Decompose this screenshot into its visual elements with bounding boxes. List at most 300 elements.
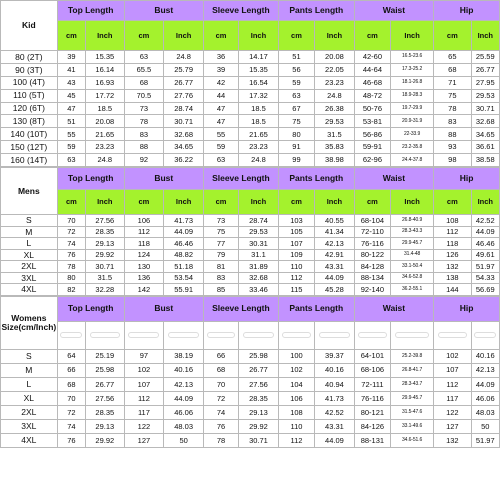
measurement-cell: 102 <box>278 363 314 377</box>
size-label: 100 (4T) <box>1 76 58 89</box>
measurement-cell: 127 <box>124 434 164 448</box>
measurement-cell: 72 <box>57 405 85 419</box>
measurement-cell: 46.06 <box>164 405 204 419</box>
measurement-cell: 39 <box>57 51 85 64</box>
measurement-cell: 40.16 <box>315 363 355 377</box>
measurement-cell: 31.5 <box>86 272 125 284</box>
womens-size-table <box>0 296 500 449</box>
unit-placeholder <box>239 321 279 349</box>
measurement-cell: 23.2-35.8 <box>391 141 434 154</box>
measurement-cell: 48.03 <box>164 419 204 433</box>
measurement-cell: 66 <box>57 363 85 377</box>
measurement-cell: 16.14 <box>86 63 125 76</box>
measurement-cell: 79 <box>203 249 238 261</box>
table-row <box>1 154 500 167</box>
measurement-cell: 74 <box>57 238 85 250</box>
measurement-cell: 68-104 <box>354 215 390 227</box>
womens-header-row <box>1 296 500 321</box>
measurement-cell: 29.9-45.7 <box>391 391 434 405</box>
measurement-cell: 118 <box>124 238 164 250</box>
measurement-cell: 42.52 <box>471 215 499 227</box>
unit-placeholder <box>86 321 125 349</box>
measurement-cell: 75 <box>278 115 314 128</box>
measurement-cell: 38.98 <box>315 154 355 167</box>
measurement-cell: 15.35 <box>86 51 125 64</box>
measurement-cell: 44.09 <box>471 377 499 391</box>
measurement-cell: 142 <box>124 284 164 296</box>
measurement-cell: 144 <box>434 284 471 296</box>
measurement-cell: 71 <box>434 76 471 89</box>
measurement-cell: 50-76 <box>354 102 390 115</box>
measurement-cell: 80-122 <box>354 249 390 261</box>
measurement-cell: 46.46 <box>471 238 499 250</box>
measurement-cell: 29.92 <box>239 419 279 433</box>
measurement-cell: 40.55 <box>315 215 355 227</box>
measurement-cell: 48.82 <box>164 249 204 261</box>
measurement-cell: 81 <box>203 261 238 273</box>
unit-pill <box>243 332 274 338</box>
measurement-cell: 84-126 <box>354 419 390 433</box>
column-header: Waist <box>354 296 433 321</box>
measurement-cell: 40.94 <box>315 377 355 391</box>
measurement-cell: 72-110 <box>354 226 390 238</box>
measurement-cell: 118 <box>434 238 471 250</box>
column-header: Bust <box>124 1 203 21</box>
measurement-cell: 42.91 <box>315 249 355 261</box>
unit-header: Inch <box>391 21 434 51</box>
size-label: M <box>1 226 58 238</box>
measurement-cell: 107 <box>434 363 471 377</box>
measurement-cell: 82 <box>57 284 85 296</box>
measurement-cell: 80 <box>278 128 314 141</box>
measurement-cell: 122 <box>434 405 471 419</box>
measurement-cell: 26.8-40.9 <box>391 215 434 227</box>
unit-pill <box>207 332 234 338</box>
measurement-cell: 64-101 <box>354 349 390 363</box>
measurement-cell: 17.32 <box>239 89 279 102</box>
unit-header: Inch <box>239 190 279 215</box>
table-row <box>1 249 500 261</box>
table-row <box>1 261 500 273</box>
size-label: XL <box>1 249 58 261</box>
column-header: Waist <box>354 1 433 21</box>
unit-pill <box>282 332 310 338</box>
measurement-cell: 80-121 <box>354 405 390 419</box>
measurement-cell: 28.35 <box>86 226 125 238</box>
measurement-cell: 55 <box>203 128 238 141</box>
measurement-cell: 78 <box>434 102 471 115</box>
measurement-cell: 51 <box>278 51 314 64</box>
column-header: Sleeve Length <box>203 296 278 321</box>
measurement-cell: 38.19 <box>164 349 204 363</box>
measurement-cell: 28.35 <box>239 391 279 405</box>
unit-pill <box>358 332 386 338</box>
size-label: 4XL <box>1 284 58 296</box>
column-header: Pants Length <box>278 168 354 190</box>
size-label: 3XL <box>1 419 58 433</box>
measurement-cell: 22-33.9 <box>391 128 434 141</box>
measurement-cell: 24.8 <box>239 154 279 167</box>
measurement-cell: 42 <box>203 76 238 89</box>
measurement-cell: 44.09 <box>315 272 355 284</box>
measurement-cell: 29.13 <box>239 405 279 419</box>
measurement-cell: 30.71 <box>164 115 204 128</box>
measurement-cell: 47 <box>57 102 85 115</box>
measurement-cell: 117 <box>434 391 471 405</box>
measurement-cell: 56 <box>278 63 314 76</box>
measurement-cell: 29.9-45.7 <box>391 238 434 250</box>
measurement-cell: 51.18 <box>164 261 204 273</box>
measurement-cell: 53.54 <box>164 272 204 284</box>
measurement-cell: 27.95 <box>471 76 499 89</box>
column-header: Top Length <box>57 296 124 321</box>
measurement-cell: 56.69 <box>471 284 499 296</box>
measurement-cell: 46-68 <box>354 76 390 89</box>
measurement-cell: 23.23 <box>86 141 125 154</box>
measurement-cell: 28.3-43.3 <box>391 226 434 238</box>
section-label-line: Kid <box>21 20 36 31</box>
size-label: 2XL <box>1 261 58 273</box>
size-label: 90 (3T) <box>1 63 58 76</box>
unit-placeholder <box>278 321 314 349</box>
mens-section-label <box>1 168 58 215</box>
measurement-cell: 25.98 <box>86 363 125 377</box>
measurement-cell: 59-91 <box>354 141 390 154</box>
measurement-cell: 83 <box>434 115 471 128</box>
measurement-cell: 83 <box>203 272 238 284</box>
measurement-cell: 63 <box>57 154 85 167</box>
kid-size-table <box>0 0 500 167</box>
measurement-cell: 73 <box>124 102 164 115</box>
kid-unit-row <box>1 21 500 51</box>
measurement-cell: 76 <box>203 419 238 433</box>
measurement-cell: 76-116 <box>354 391 390 405</box>
unit-header: Inch <box>164 190 204 215</box>
measurement-cell: 29.92 <box>86 434 125 448</box>
unit-header: Inch <box>86 190 125 215</box>
measurement-cell: 132 <box>434 261 471 273</box>
size-label: L <box>1 377 58 391</box>
measurement-cell: 44.09 <box>471 226 499 238</box>
measurement-cell: 39 <box>203 63 238 76</box>
measurement-cell: 42.13 <box>164 377 204 391</box>
size-label: S <box>1 215 58 227</box>
size-label: 110 (5T) <box>1 89 58 102</box>
measurement-cell: 112 <box>278 272 314 284</box>
measurement-cell: 40.16 <box>164 363 204 377</box>
measurement-cell: 106 <box>124 215 164 227</box>
measurement-cell: 108 <box>434 215 471 227</box>
table-row <box>1 284 500 296</box>
measurement-cell: 122 <box>124 419 164 433</box>
measurement-cell: 112 <box>278 434 314 448</box>
column-header: Bust <box>124 168 203 190</box>
table-row <box>1 349 500 363</box>
measurement-cell: 25.79 <box>164 63 204 76</box>
measurement-cell: 33.1-50.4 <box>391 261 434 273</box>
measurement-cell: 16.93 <box>86 76 125 89</box>
measurement-cell: 92-140 <box>354 284 390 296</box>
measurement-cell: 41.34 <box>315 226 355 238</box>
measurement-cell: 68 <box>124 76 164 89</box>
table-row <box>1 377 500 391</box>
measurement-cell: 77 <box>203 238 238 250</box>
unit-header: cm <box>124 21 164 51</box>
measurement-cell: 45.28 <box>315 284 355 296</box>
measurement-cell: 136 <box>124 272 164 284</box>
column-header: Top Length <box>57 1 124 21</box>
measurement-cell: 31.5 <box>315 128 355 141</box>
measurement-cell: 41.73 <box>315 391 355 405</box>
measurement-cell: 26.38 <box>315 102 355 115</box>
measurement-cell: 48.03 <box>471 405 499 419</box>
measurement-cell: 24.4-37.8 <box>391 154 434 167</box>
mens-size-table <box>0 167 500 296</box>
measurement-cell: 62-96 <box>354 154 390 167</box>
measurement-cell: 30.71 <box>239 434 279 448</box>
measurement-cell: 117 <box>124 405 164 419</box>
measurement-cell: 32.68 <box>164 128 204 141</box>
table-row <box>1 63 500 76</box>
measurement-cell: 50 <box>471 419 499 433</box>
measurement-cell: 78 <box>124 115 164 128</box>
measurement-cell: 40.16 <box>471 349 499 363</box>
measurement-cell: 105 <box>278 226 314 238</box>
column-header: Top Length <box>57 168 124 190</box>
measurement-cell: 38.58 <box>471 154 499 167</box>
unit-pill <box>128 332 159 338</box>
unit-pill <box>60 332 82 338</box>
measurement-cell: 132 <box>434 434 471 448</box>
table-row <box>1 238 500 250</box>
measurement-cell: 16.54 <box>239 76 279 89</box>
measurement-cell: 63 <box>124 51 164 64</box>
measurement-cell: 31.4-48 <box>391 249 434 261</box>
measurement-cell: 34.6-51.6 <box>391 434 434 448</box>
measurement-cell: 44-64 <box>354 63 390 76</box>
measurement-cell: 78 <box>57 261 85 273</box>
measurement-cell: 74 <box>203 405 238 419</box>
measurement-cell: 44.09 <box>164 391 204 405</box>
measurement-cell: 18.5 <box>86 102 125 115</box>
size-label: 140 (10T) <box>1 128 58 141</box>
column-header: Waist <box>354 168 433 190</box>
unit-header: Inch <box>315 21 355 51</box>
measurement-cell: 59 <box>57 141 85 154</box>
measurement-cell: 99 <box>278 154 314 167</box>
unit-placeholder <box>315 321 355 349</box>
measurement-cell: 29.53 <box>315 115 355 128</box>
measurement-cell: 20.08 <box>315 51 355 64</box>
measurement-cell: 25.2-39.8 <box>391 349 434 363</box>
unit-placeholder <box>164 321 204 349</box>
measurement-cell: 70 <box>203 377 238 391</box>
measurement-cell: 36.2-55.1 <box>391 284 434 296</box>
unit-header: cm <box>278 190 314 215</box>
column-header: Sleeve Length <box>203 1 278 21</box>
measurement-cell: 51 <box>57 115 85 128</box>
unit-pill <box>168 332 199 338</box>
size-label: L <box>1 238 58 250</box>
measurement-cell: 34.65 <box>471 128 499 141</box>
table-row <box>1 141 500 154</box>
measurement-cell: 109 <box>278 249 314 261</box>
unit-header: Inch <box>239 21 279 51</box>
measurement-cell: 41.73 <box>164 215 204 227</box>
measurement-cell: 124 <box>124 249 164 261</box>
measurement-cell: 35.83 <box>315 141 355 154</box>
table-row <box>1 89 500 102</box>
measurement-cell: 130 <box>124 261 164 273</box>
section-label-line: Mens <box>17 185 40 196</box>
measurement-cell: 70 <box>57 215 85 227</box>
measurement-cell: 110 <box>278 419 314 433</box>
measurement-cell: 25.59 <box>471 51 499 64</box>
measurement-cell: 32.68 <box>471 115 499 128</box>
measurement-cell: 73 <box>203 215 238 227</box>
column-header: Hip <box>434 168 500 190</box>
kid-header-row <box>1 1 500 21</box>
unit-pill <box>438 332 467 338</box>
size-label: 160 (14T) <box>1 154 58 167</box>
size-label: 4XL <box>1 434 58 448</box>
column-header: Sleeve Length <box>203 168 278 190</box>
measurement-cell: 39.37 <box>315 349 355 363</box>
table-row <box>1 226 500 238</box>
unit-placeholder <box>203 321 238 349</box>
measurement-cell: 24.8 <box>86 154 125 167</box>
measurement-cell: 28.35 <box>86 405 125 419</box>
unit-header: Inch <box>86 21 125 51</box>
size-label: 3XL <box>1 272 58 284</box>
measurement-cell: 43 <box>57 76 85 89</box>
measurement-cell: 66 <box>203 349 238 363</box>
measurement-cell: 84-128 <box>354 261 390 273</box>
table-row <box>1 434 500 448</box>
table-row <box>1 215 500 227</box>
measurement-cell: 75 <box>434 89 471 102</box>
measurement-cell: 65.5 <box>124 63 164 76</box>
measurement-cell: 44 <box>203 89 238 102</box>
measurement-cell: 92 <box>124 154 164 167</box>
measurement-cell: 127 <box>434 419 471 433</box>
measurement-cell: 112 <box>124 391 164 405</box>
measurement-cell: 63 <box>203 154 238 167</box>
unit-header: cm <box>354 21 390 51</box>
size-label: S <box>1 349 58 363</box>
measurement-cell: 47 <box>203 102 238 115</box>
measurement-cell: 26.77 <box>86 377 125 391</box>
measurement-cell: 75 <box>203 226 238 238</box>
unit-placeholder <box>124 321 164 349</box>
measurement-cell: 48-72 <box>354 89 390 102</box>
measurement-cell: 102 <box>434 349 471 363</box>
measurement-cell: 47 <box>203 115 238 128</box>
measurement-cell: 29.53 <box>471 89 499 102</box>
size-label: 120 (6T) <box>1 102 58 115</box>
measurement-cell: 17.3-25.2 <box>391 63 434 76</box>
measurement-cell: 46.46 <box>164 238 204 250</box>
measurement-cell: 93 <box>434 141 471 154</box>
measurement-cell: 68 <box>434 63 471 76</box>
unit-header: cm <box>203 21 238 51</box>
measurement-cell: 33.46 <box>239 284 279 296</box>
measurement-cell: 112 <box>434 377 471 391</box>
unit-placeholder <box>434 321 471 349</box>
table-row <box>1 391 500 405</box>
measurement-cell: 26.77 <box>164 76 204 89</box>
unit-header: Inch <box>391 190 434 215</box>
measurement-cell: 21.65 <box>239 128 279 141</box>
table-row <box>1 405 500 419</box>
measurement-cell: 59 <box>278 76 314 89</box>
measurement-cell: 107 <box>124 377 164 391</box>
measurement-cell: 97 <box>124 349 164 363</box>
measurement-cell: 27.56 <box>86 215 125 227</box>
measurement-cell: 76-116 <box>354 238 390 250</box>
unit-pill <box>90 332 120 338</box>
unit-pill <box>319 332 350 338</box>
measurement-cell: 28.3-43.7 <box>391 377 434 391</box>
measurement-cell: 32.68 <box>239 272 279 284</box>
measurement-cell: 103 <box>278 215 314 227</box>
measurement-cell: 29.92 <box>86 249 125 261</box>
unit-placeholder <box>354 321 390 349</box>
measurement-cell: 28.74 <box>239 215 279 227</box>
table-row <box>1 51 500 64</box>
measurement-cell: 16.5-23.6 <box>391 51 434 64</box>
unit-header: Inch <box>471 21 499 51</box>
measurement-cell: 27.56 <box>86 391 125 405</box>
measurement-cell: 26.77 <box>471 63 499 76</box>
unit-header: cm <box>203 190 238 215</box>
measurement-cell: 126 <box>434 249 471 261</box>
measurement-cell: 78 <box>203 434 238 448</box>
measurement-cell: 51.97 <box>471 434 499 448</box>
measurement-cell: 68-106 <box>354 363 390 377</box>
measurement-cell: 36 <box>203 51 238 64</box>
unit-header: cm <box>57 21 85 51</box>
unit-header: cm <box>354 190 390 215</box>
measurement-cell: 102 <box>124 363 164 377</box>
measurement-cell: 17.72 <box>86 89 125 102</box>
table-row <box>1 363 500 377</box>
womens-section-label <box>1 296 58 349</box>
measurement-cell: 25.19 <box>86 349 125 363</box>
measurement-cell: 25.98 <box>239 349 279 363</box>
unit-header: Inch <box>164 21 204 51</box>
measurement-cell: 70.5 <box>124 89 164 102</box>
column-header: Hip <box>434 1 500 21</box>
measurement-cell: 98 <box>434 154 471 167</box>
measurement-cell: 23.23 <box>315 76 355 89</box>
measurement-cell: 46.06 <box>471 391 499 405</box>
measurement-cell: 31.89 <box>239 261 279 273</box>
measurement-cell: 27.76 <box>164 89 204 102</box>
measurement-cell: 59 <box>203 141 238 154</box>
column-header: Pants Length <box>278 296 354 321</box>
measurement-cell: 32.28 <box>86 284 125 296</box>
measurement-cell: 29.13 <box>86 238 125 250</box>
section-label-line: Size(cm/Inch) <box>1 321 57 332</box>
measurement-cell: 43.31 <box>315 419 355 433</box>
table-row <box>1 419 500 433</box>
measurement-cell: 18.1-26.8 <box>391 76 434 89</box>
table-row <box>1 128 500 141</box>
measurement-cell: 29.13 <box>86 419 125 433</box>
measurement-cell: 22.05 <box>315 63 355 76</box>
measurement-cell: 14.17 <box>239 51 279 64</box>
